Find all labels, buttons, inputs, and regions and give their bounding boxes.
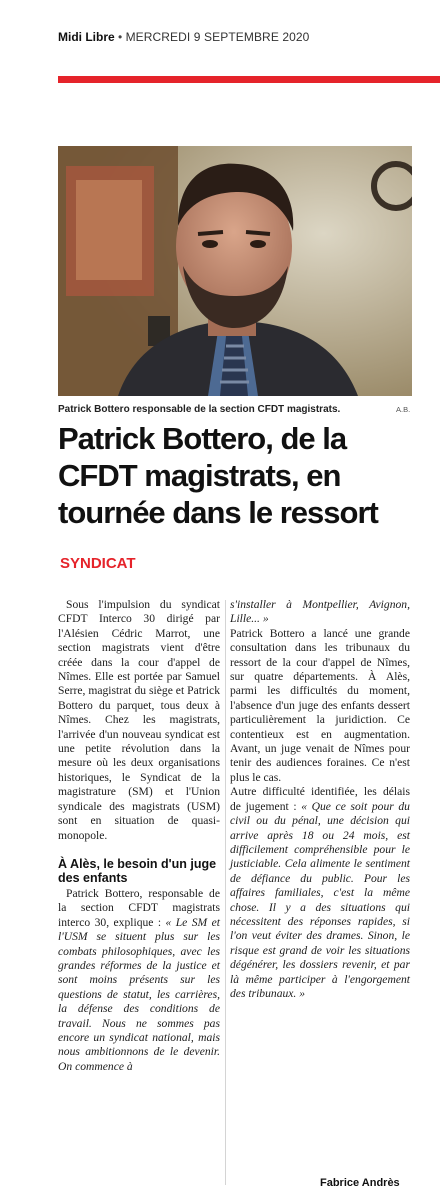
quote-continuation: s'installer à Montpellier, Avignon, Lille... »	[230, 598, 410, 626]
masthead-separator: •	[118, 30, 123, 44]
article-photo	[58, 146, 412, 396]
photo-caption: Patrick Bottero responsable de la section CFDT magistrats.	[58, 404, 341, 415]
newspaper-name: Midi Libre	[58, 30, 115, 44]
body-paragraph: Patrick Bottero a lancé une grande consultation dans les tribunaux du ressort de la cour d'appel de Nîmes, sur quatre départements. À Alès, parmi les difficultés du moment, l'absence d'un juge des enfants dessert particulièrement la juridiction. Ce contentieux est en augmentation. Avant, un juge venait de Nîmes pour tenir des audiences foraines. Ce n'est plus le cas.	[230, 626, 410, 784]
body-text: Patrick Bottero, responsable de la section CFDT magistrats interco 30, explique :	[58, 886, 220, 929]
body-paragraph	[58, 887, 220, 1074]
header-red-rule	[58, 76, 440, 83]
article-headline: Patrick Bottero, de la CFDT magistrats, en tournée dans le ressort	[58, 421, 378, 530]
body-paragraph	[230, 785, 410, 1001]
quote-text: « Le SM et l'USM se situent plus sur les combats philosophiques, avec les grandes réformes de la justice et sont moins présents sur les questions de statut, les carrières, la défense des conditions de travail. Nous ne sommes pas encore un syndicat national, mais nous ambitionnons de le devenir. On commence à	[58, 915, 220, 1073]
masthead	[58, 30, 430, 50]
author-signature: Fabrice Andrès	[320, 1177, 400, 1189]
article-column-1	[58, 598, 220, 1074]
article-subheading: À Alès, le besoin d'un juge des enfants	[58, 856, 217, 885]
body-text: Autre difficulté identifiée, les délais de jugement :	[230, 785, 410, 813]
column-divider	[225, 600, 226, 1185]
issue-date: MERCREDI 9 SEPTEMBRE 2020	[125, 30, 310, 44]
quote-text: « Que ce soit pour du civil ou du pénal, une décision qui arrive après 18 ou 24 mois, est difficilement compréhensible pour le justiciable. Cela alimente le sentiment de défiance du public. Pour les affaires familiales, c'est la même chose. Il y a des situations qui nécessitent des réponses rapides, si l'on veut éviter des drames. Sinon, le risque est grand de voir les situations dégénérer, les dossiers revenir, et par là même participer à l'engorgement des tribunaux. »	[230, 799, 410, 1000]
photo-credit: A.B.	[396, 405, 411, 414]
portrait-illustration	[58, 146, 412, 396]
article-column-2	[230, 598, 410, 1001]
body-paragraph: Sous l'impulsion du syndicat CFDT Interco 30 dirigé par l'Alésien Cédric Marrot, une section magistrats vient d'être créée dans la cour d'appel de Nîmes. Elle est portée par Samuel Serre, magistrat du siège et Patrick Bottero du parquet, tous deux à Nîmes. Chez les magistrats, l'arrivée d'un nouveau syndicat est une petite révolution dans la mesure où les deux organisations historiques, le Syndicat de la magistrature (SM) et l'Union syndicale des magistrats (USM) sont en situation de quasi-monopole.	[58, 598, 220, 842]
section-kicker: SYNDICAT	[60, 555, 136, 572]
